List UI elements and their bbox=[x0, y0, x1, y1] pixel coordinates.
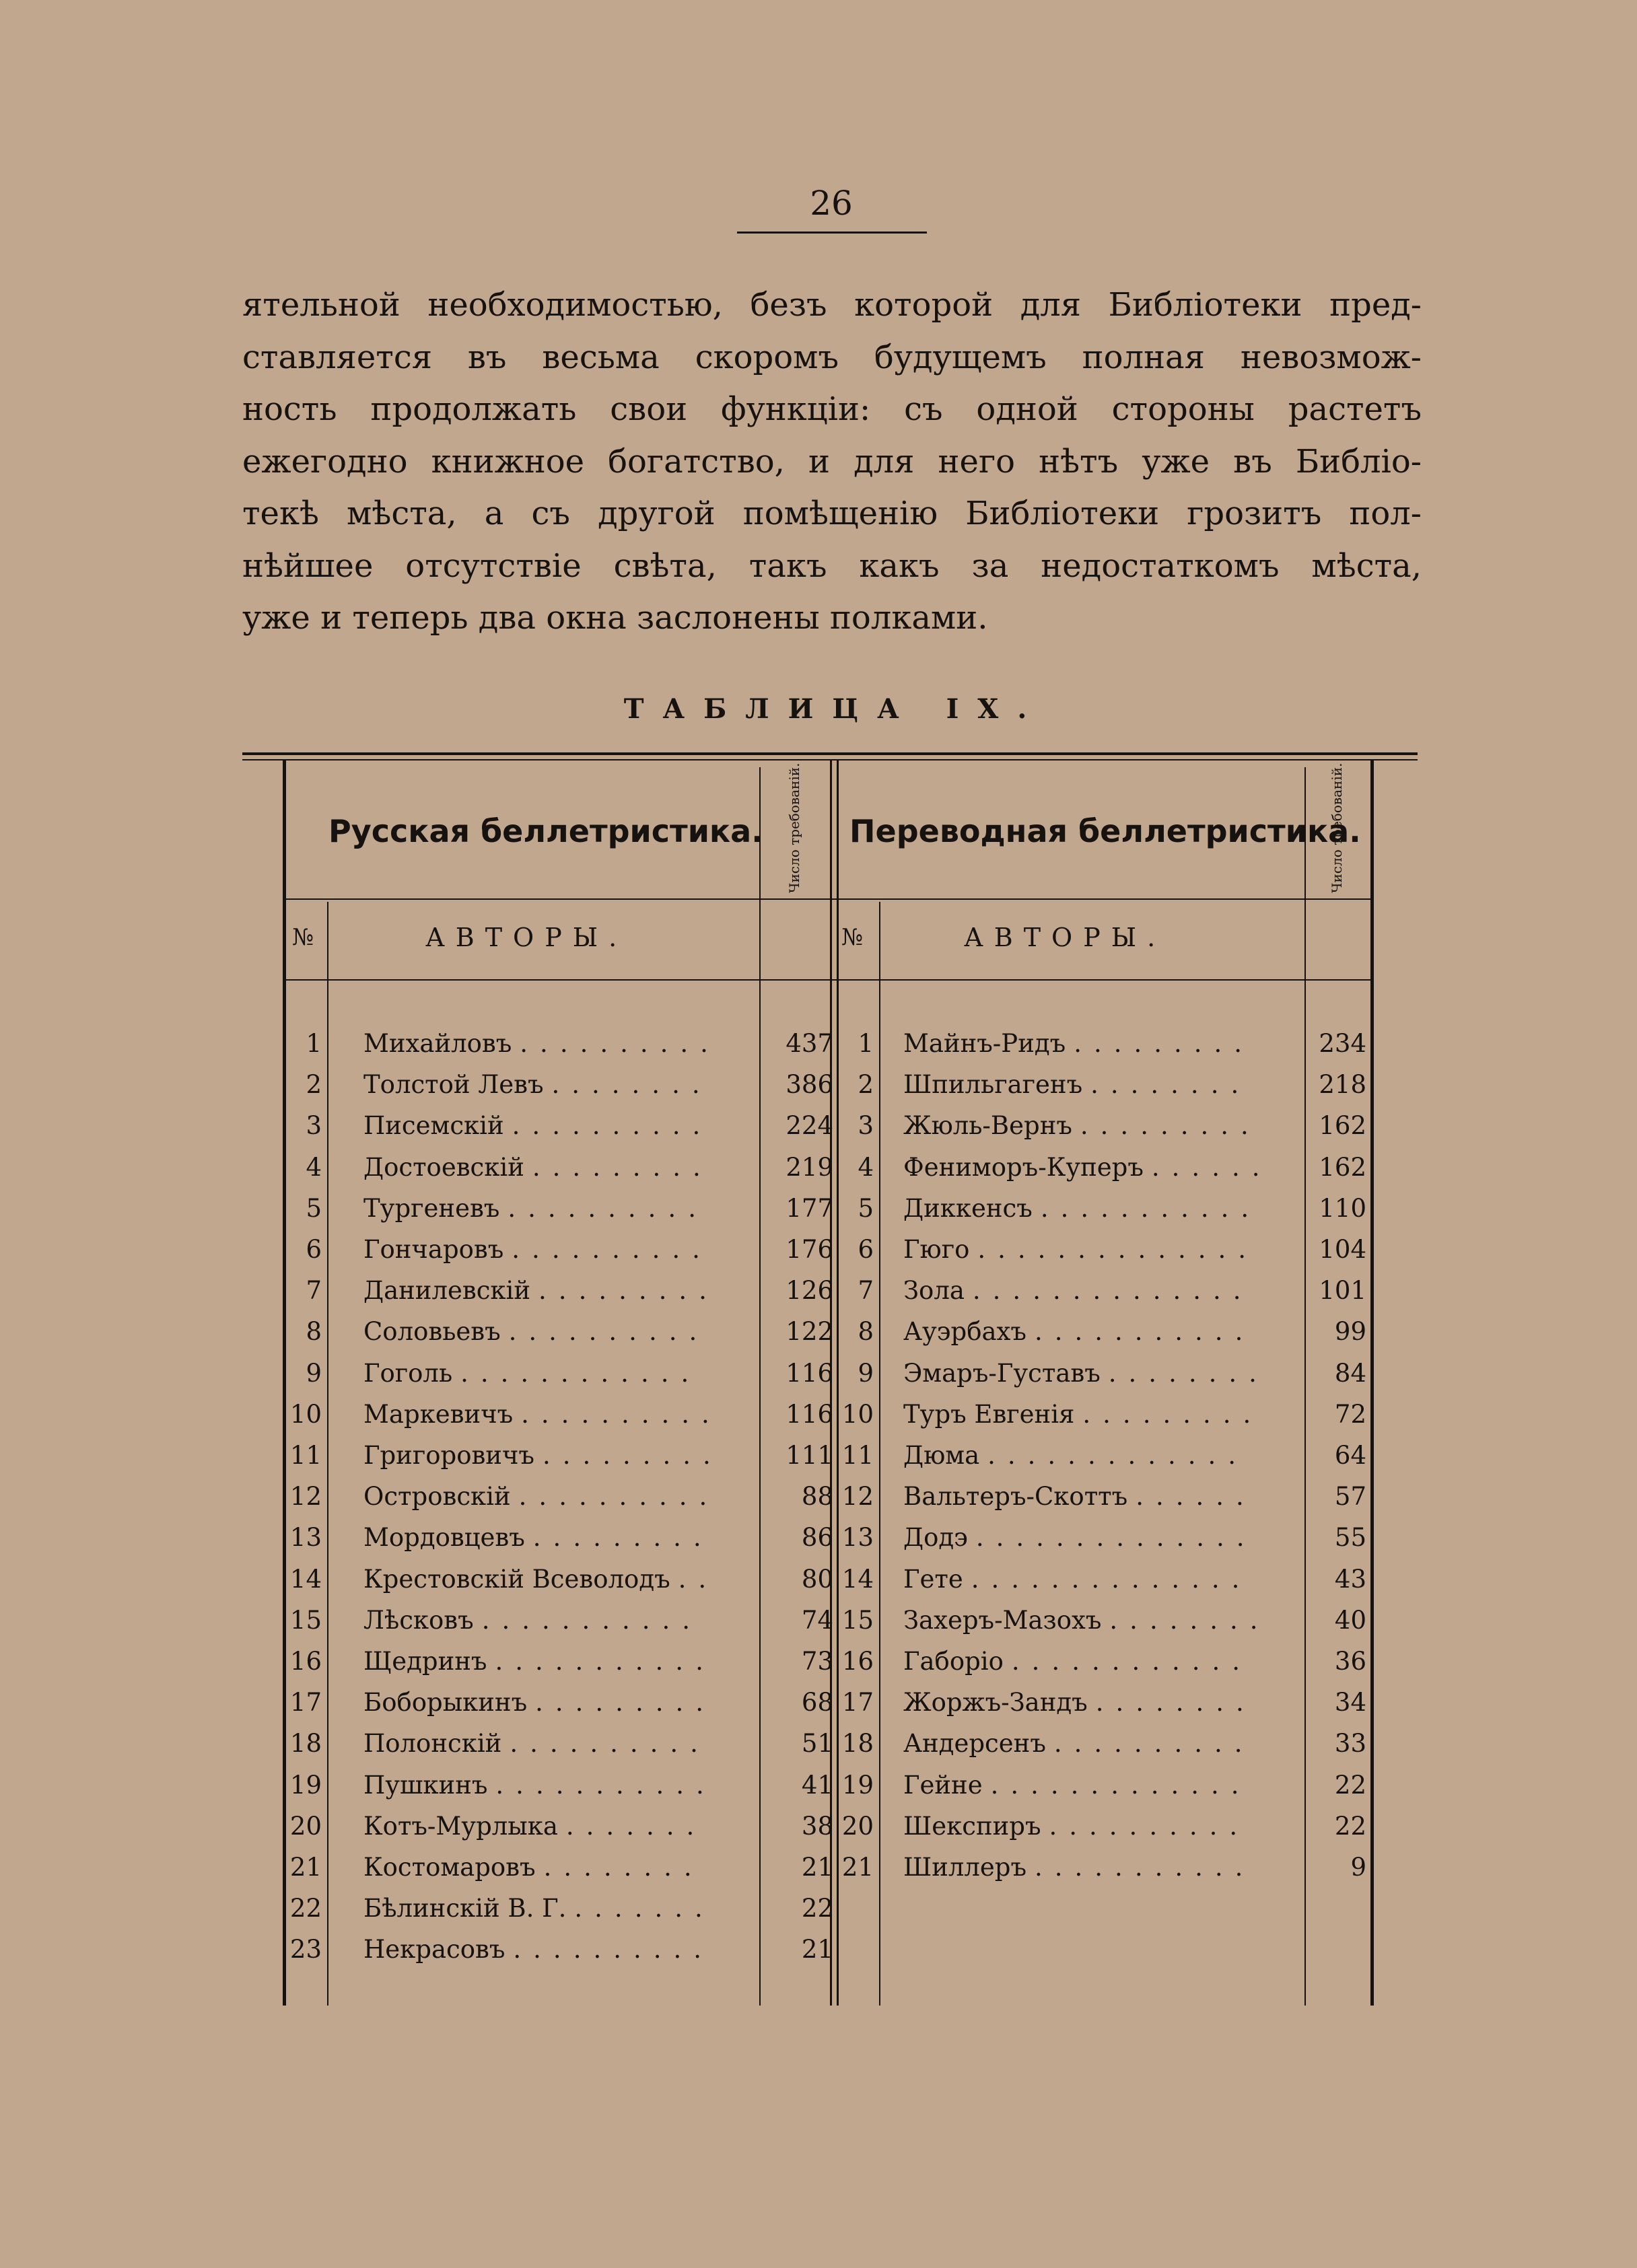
right-request-count: 234 bbox=[1319, 1029, 1366, 1058]
left-request-count: 111 bbox=[786, 1441, 833, 1470]
left-author-name: Писемскій bbox=[363, 1111, 504, 1141]
left-leader-dots: .. bbox=[678, 1564, 719, 1594]
left-author-name: Боборыкинъ bbox=[363, 1688, 528, 1717]
right-request-count: 43 bbox=[1334, 1564, 1366, 1594]
right-request-count: 101 bbox=[1319, 1276, 1366, 1306]
left-row-number: 18 bbox=[289, 1729, 322, 1759]
right-request-count: 99 bbox=[1334, 1317, 1366, 1347]
right-leader-dots: ...... bbox=[1151, 1152, 1272, 1182]
right-request-count: 40 bbox=[1334, 1605, 1366, 1635]
left-author-name: Гончаровъ bbox=[363, 1235, 504, 1264]
table-row bbox=[0, 1641, 1637, 1682]
table-row bbox=[0, 1105, 1637, 1146]
left-author-name: Михайловъ bbox=[363, 1029, 512, 1058]
right-author-name: Диккенсъ bbox=[903, 1193, 1033, 1223]
left-leader-dots: .......... bbox=[520, 1029, 720, 1058]
right-request-count: 55 bbox=[1334, 1523, 1366, 1553]
left-row-number: 17 bbox=[289, 1688, 322, 1717]
right-leader-dots: ........... bbox=[1034, 1317, 1255, 1347]
table-top-rule bbox=[242, 752, 1418, 755]
table-row bbox=[0, 1476, 1637, 1517]
left-leader-dots: ........ bbox=[543, 1853, 704, 1882]
right-row-number: 2 bbox=[858, 1070, 874, 1100]
left-request-count: 116 bbox=[786, 1358, 833, 1388]
right-row-number: 3 bbox=[858, 1111, 874, 1141]
left-author-name: Щедринъ bbox=[363, 1647, 487, 1676]
paragraph-line: ставляется въ весьма скоромъ будущемъ полная невозмож- bbox=[242, 338, 1422, 376]
left-request-count: 219 bbox=[786, 1152, 833, 1182]
right-row-number: 4 bbox=[858, 1152, 874, 1182]
left-row-number: 6 bbox=[306, 1235, 322, 1264]
left-author-name: Соловьевъ bbox=[363, 1317, 501, 1347]
right-author-name: Зола bbox=[903, 1276, 965, 1306]
right-row-number: 5 bbox=[858, 1193, 874, 1223]
right-author-name: Туръ Евгенія bbox=[903, 1399, 1075, 1429]
right-author-name: Шпильгагенъ bbox=[903, 1070, 1083, 1100]
right-request-count: 162 bbox=[1319, 1152, 1366, 1182]
right-request-count: 34 bbox=[1334, 1688, 1366, 1717]
left-request-count: 68 bbox=[801, 1688, 833, 1717]
right-request-count: 64 bbox=[1334, 1441, 1366, 1470]
left-row-number: 16 bbox=[289, 1647, 322, 1676]
right-author-name: Ауэрбахъ bbox=[903, 1317, 1026, 1347]
right-author-name: Фениморъ-Куперъ bbox=[903, 1152, 1144, 1182]
right-leader-dots: .......... bbox=[1049, 1811, 1250, 1841]
right-leader-dots: ...... bbox=[1136, 1482, 1256, 1512]
table-row bbox=[0, 1353, 1637, 1394]
left-request-count: 88 bbox=[801, 1482, 833, 1512]
left-row-number: 15 bbox=[289, 1605, 322, 1635]
right-author-name: Гюго bbox=[903, 1235, 970, 1264]
right-author-name: Захеръ-Мазохъ bbox=[903, 1605, 1102, 1635]
right-row-number: 15 bbox=[841, 1605, 874, 1635]
left-leader-dots: ......... bbox=[532, 1152, 713, 1182]
right-leader-dots: .......... bbox=[1053, 1729, 1255, 1759]
right-row-number: 14 bbox=[841, 1564, 874, 1594]
table-row bbox=[0, 1847, 1637, 1888]
table-row bbox=[0, 1270, 1637, 1311]
right-row-number: 19 bbox=[841, 1770, 874, 1800]
left-row-number: 1 bbox=[306, 1029, 322, 1058]
right-row-number: 1 bbox=[858, 1029, 874, 1058]
left-row-number: 14 bbox=[289, 1564, 322, 1594]
right-author-name: Дюма bbox=[903, 1441, 980, 1470]
right-author-name: Гете bbox=[903, 1564, 963, 1594]
left-leader-dots: .......... bbox=[512, 1111, 713, 1141]
left-row-number: 3 bbox=[306, 1111, 322, 1141]
left-row-number: 23 bbox=[289, 1935, 322, 1964]
table-row bbox=[0, 1559, 1637, 1600]
right-leader-dots: ............ bbox=[1011, 1647, 1253, 1676]
right-leader-dots: ......... bbox=[1074, 1029, 1255, 1058]
left-leader-dots: .......... bbox=[521, 1399, 722, 1429]
left-request-count: 22 bbox=[801, 1894, 833, 1923]
left-leader-dots: .......... bbox=[510, 1729, 710, 1759]
right-section-header: Переводная беллетристика. bbox=[849, 813, 1361, 849]
right-leader-dots: ........ bbox=[1109, 1605, 1270, 1635]
right-author-name: Жоржъ-Зандъ bbox=[903, 1688, 1088, 1717]
right-request-count: 9 bbox=[1350, 1853, 1366, 1882]
left-request-count: 86 bbox=[801, 1523, 833, 1553]
left-author-name: Котъ-Мурлыка bbox=[363, 1811, 558, 1841]
paragraph-line: ежегодно книжное богатство, и для него нѣтъ уже въ Библіо- bbox=[242, 442, 1422, 481]
right-request-count: 72 bbox=[1334, 1399, 1366, 1429]
left-author-name: Достоевскій bbox=[363, 1152, 524, 1182]
right-row-number: 8 bbox=[858, 1317, 874, 1347]
left-request-count: 80 bbox=[801, 1564, 833, 1594]
left-request-count: 386 bbox=[786, 1070, 833, 1100]
right-request-count: 84 bbox=[1334, 1358, 1366, 1388]
right-leader-dots: ........ bbox=[1090, 1070, 1251, 1100]
table-row bbox=[0, 1311, 1637, 1352]
right-row-number: 16 bbox=[841, 1647, 874, 1676]
paragraph-line: текѣ мѣста, а съ другой помѣщенію Библіотеки грозитъ пол- bbox=[242, 495, 1422, 532]
right-leader-dots: ......... bbox=[1082, 1399, 1263, 1429]
table-row bbox=[0, 1929, 1637, 1970]
left-author-name: Толстой Левъ bbox=[363, 1070, 544, 1100]
left-row-number: 20 bbox=[289, 1811, 322, 1841]
left-request-count: 21 bbox=[801, 1853, 833, 1882]
right-row-number: 6 bbox=[858, 1235, 874, 1264]
left-request-count: 177 bbox=[786, 1193, 833, 1223]
left-author-name: Мордовцевъ bbox=[363, 1523, 525, 1553]
column-header-divider-rule bbox=[286, 979, 1370, 981]
left-author-name: Маркевичъ bbox=[363, 1399, 514, 1429]
right-count-header: Число требованій. bbox=[1329, 763, 1345, 893]
left-row-number: 8 bbox=[306, 1317, 322, 1347]
right-author-name: Додэ bbox=[903, 1523, 968, 1553]
left-author-name: Гоголь bbox=[363, 1358, 453, 1388]
right-author-name: Габоріо bbox=[903, 1647, 1004, 1676]
left-row-number: 22 bbox=[289, 1894, 322, 1923]
left-number-sign: № bbox=[292, 924, 314, 951]
left-leader-dots: ........ bbox=[551, 1070, 712, 1100]
right-row-number: 9 bbox=[858, 1358, 874, 1388]
right-leader-dots: ......... bbox=[1080, 1111, 1261, 1141]
right-author-name: Майнъ-Ридъ bbox=[903, 1029, 1066, 1058]
left-request-count: 116 bbox=[786, 1399, 833, 1429]
right-author-name: Шиллеръ bbox=[903, 1853, 1027, 1882]
right-request-count: 22 bbox=[1334, 1811, 1366, 1841]
left-leader-dots: ......... bbox=[542, 1441, 723, 1470]
right-row-number: 18 bbox=[841, 1729, 874, 1759]
left-request-count: 126 bbox=[786, 1276, 833, 1306]
left-row-number: 2 bbox=[306, 1070, 322, 1100]
paragraph-line: нѣйшее отсутствіе свѣта, такъ какъ за недостаткомъ мѣста, bbox=[242, 546, 1422, 585]
left-author-name: Костомаровъ bbox=[363, 1853, 536, 1882]
left-section-header: Русская беллетристика. bbox=[328, 813, 763, 849]
left-leader-dots: ....... bbox=[574, 1894, 715, 1923]
right-request-count: 36 bbox=[1334, 1647, 1366, 1676]
right-leader-dots: ............. bbox=[987, 1441, 1249, 1470]
left-row-number: 13 bbox=[289, 1523, 322, 1553]
page-number-rule bbox=[737, 232, 927, 234]
right-leader-dots: .............. bbox=[972, 1276, 1253, 1306]
left-authors-header: АВТОРЫ. bbox=[425, 923, 628, 952]
right-row-number: 13 bbox=[841, 1523, 874, 1553]
right-row-number: 21 bbox=[841, 1853, 874, 1882]
left-request-count: 73 bbox=[801, 1647, 833, 1676]
left-author-name: Тургеневъ bbox=[363, 1193, 500, 1223]
right-author-name: Шекспиръ bbox=[903, 1811, 1041, 1841]
right-authors-header: АВТОРЫ. bbox=[964, 923, 1166, 952]
right-leader-dots: .............. bbox=[977, 1235, 1259, 1264]
left-row-number: 9 bbox=[306, 1358, 322, 1388]
body-paragraph bbox=[242, 279, 1422, 645]
left-leader-dots: .......... bbox=[518, 1482, 720, 1512]
left-author-name: Лѣсковъ bbox=[363, 1605, 474, 1635]
right-author-name: Жюль-Вернъ bbox=[903, 1111, 1072, 1141]
right-request-count: 110 bbox=[1319, 1193, 1366, 1223]
left-leader-dots: ........... bbox=[495, 1770, 716, 1800]
left-leader-dots: .......... bbox=[508, 1317, 709, 1347]
left-author-name: Островскій bbox=[363, 1482, 511, 1512]
table-row bbox=[0, 1023, 1637, 1064]
left-author-name: Полонскій bbox=[363, 1729, 502, 1759]
right-author-name: Вальтеръ-Скоттъ bbox=[903, 1482, 1128, 1512]
table-title: ТАБЛИЦА IX. bbox=[623, 693, 1046, 725]
left-author-name: Некрасовъ bbox=[363, 1935, 506, 1964]
table-row bbox=[0, 1188, 1637, 1229]
right-request-count: 57 bbox=[1334, 1482, 1366, 1512]
right-leader-dots: ............. bbox=[990, 1770, 1251, 1800]
table-row bbox=[0, 1888, 1637, 1929]
left-request-count: 437 bbox=[786, 1029, 833, 1058]
left-author-name: Григоровичъ bbox=[363, 1441, 534, 1470]
left-leader-dots: ......... bbox=[538, 1276, 719, 1306]
left-leader-dots: ............ bbox=[460, 1358, 701, 1388]
left-leader-dots: ........... bbox=[495, 1647, 716, 1676]
left-leader-dots: .......... bbox=[508, 1193, 708, 1223]
right-row-number: 12 bbox=[841, 1482, 874, 1512]
right-row-number: 7 bbox=[858, 1276, 874, 1306]
left-row-number: 5 bbox=[306, 1193, 322, 1223]
table-row bbox=[0, 1229, 1637, 1270]
table-row bbox=[0, 1806, 1637, 1847]
table-row bbox=[0, 1147, 1637, 1188]
right-request-count: 22 bbox=[1334, 1770, 1366, 1800]
left-row-number: 21 bbox=[289, 1853, 322, 1882]
header-divider-rule bbox=[286, 898, 1370, 900]
table-row bbox=[0, 1394, 1637, 1435]
left-request-count: 21 bbox=[801, 1935, 833, 1964]
left-count-header: Число требованій. bbox=[786, 763, 802, 893]
left-request-count: 38 bbox=[801, 1811, 833, 1841]
right-row-number: 20 bbox=[841, 1811, 874, 1841]
table-row bbox=[0, 1682, 1637, 1723]
left-leader-dots: ....... bbox=[565, 1811, 707, 1841]
left-author-name: Бѣлинскій В. Г. bbox=[363, 1894, 567, 1923]
right-author-name: Эмаръ-Густавъ bbox=[903, 1358, 1101, 1388]
left-request-count: 176 bbox=[786, 1235, 833, 1264]
left-row-number: 19 bbox=[289, 1770, 322, 1800]
left-row-number: 11 bbox=[289, 1441, 322, 1470]
right-row-number: 10 bbox=[841, 1399, 874, 1429]
left-row-number: 4 bbox=[306, 1152, 322, 1182]
paragraph-line: уже и теперь два окна заслонены полками. bbox=[242, 599, 988, 637]
right-request-count: 162 bbox=[1319, 1111, 1366, 1141]
left-leader-dots: .......... bbox=[513, 1935, 714, 1964]
right-leader-dots: ........ bbox=[1108, 1358, 1269, 1388]
right-leader-dots: ........... bbox=[1035, 1853, 1255, 1882]
left-request-count: 224 bbox=[786, 1111, 833, 1141]
right-row-number: 17 bbox=[841, 1688, 874, 1717]
right-author-name: Андерсенъ bbox=[903, 1729, 1046, 1759]
right-leader-dots: ........ bbox=[1095, 1688, 1256, 1717]
left-author-name: Данилевскій bbox=[363, 1276, 531, 1306]
left-request-count: 74 bbox=[801, 1605, 833, 1635]
right-request-count: 104 bbox=[1319, 1235, 1366, 1264]
left-author-name: Крестовскій Всеволодъ bbox=[363, 1564, 670, 1594]
paragraph-line: ность продолжать свои функціи: съ одной стороны растетъ bbox=[242, 390, 1422, 428]
page-number: 26 bbox=[810, 184, 853, 223]
table-row bbox=[0, 1064, 1637, 1105]
right-request-count: 218 bbox=[1319, 1070, 1366, 1100]
right-author-name: Гейне bbox=[903, 1770, 983, 1800]
left-row-number: 7 bbox=[306, 1276, 322, 1306]
left-row-number: 12 bbox=[289, 1482, 322, 1512]
left-request-count: 122 bbox=[786, 1317, 833, 1347]
table-row bbox=[0, 1517, 1637, 1558]
right-leader-dots: ........... bbox=[1040, 1193, 1261, 1223]
right-row-number: 11 bbox=[841, 1441, 874, 1470]
left-request-count: 51 bbox=[801, 1729, 833, 1759]
right-leader-dots: .............. bbox=[971, 1564, 1252, 1594]
left-leader-dots: ......... bbox=[535, 1688, 716, 1717]
table-row bbox=[0, 1765, 1637, 1806]
left-leader-dots: .......... bbox=[512, 1235, 712, 1264]
right-leader-dots: .............. bbox=[975, 1523, 1257, 1553]
table-row bbox=[0, 1435, 1637, 1476]
left-request-count: 41 bbox=[801, 1770, 833, 1800]
left-leader-dots: ......... bbox=[532, 1523, 713, 1553]
right-number-sign: № bbox=[841, 924, 864, 951]
left-row-number: 10 bbox=[289, 1399, 322, 1429]
right-request-count: 33 bbox=[1334, 1729, 1366, 1759]
table-row bbox=[0, 1723, 1637, 1764]
left-leader-dots: ........... bbox=[481, 1605, 703, 1635]
paragraph-line: ятельной необходимостью, безъ которой для Библіотеки пред- bbox=[242, 286, 1422, 324]
left-author-name: Пушкинъ bbox=[363, 1770, 488, 1800]
table-row bbox=[0, 1600, 1637, 1641]
